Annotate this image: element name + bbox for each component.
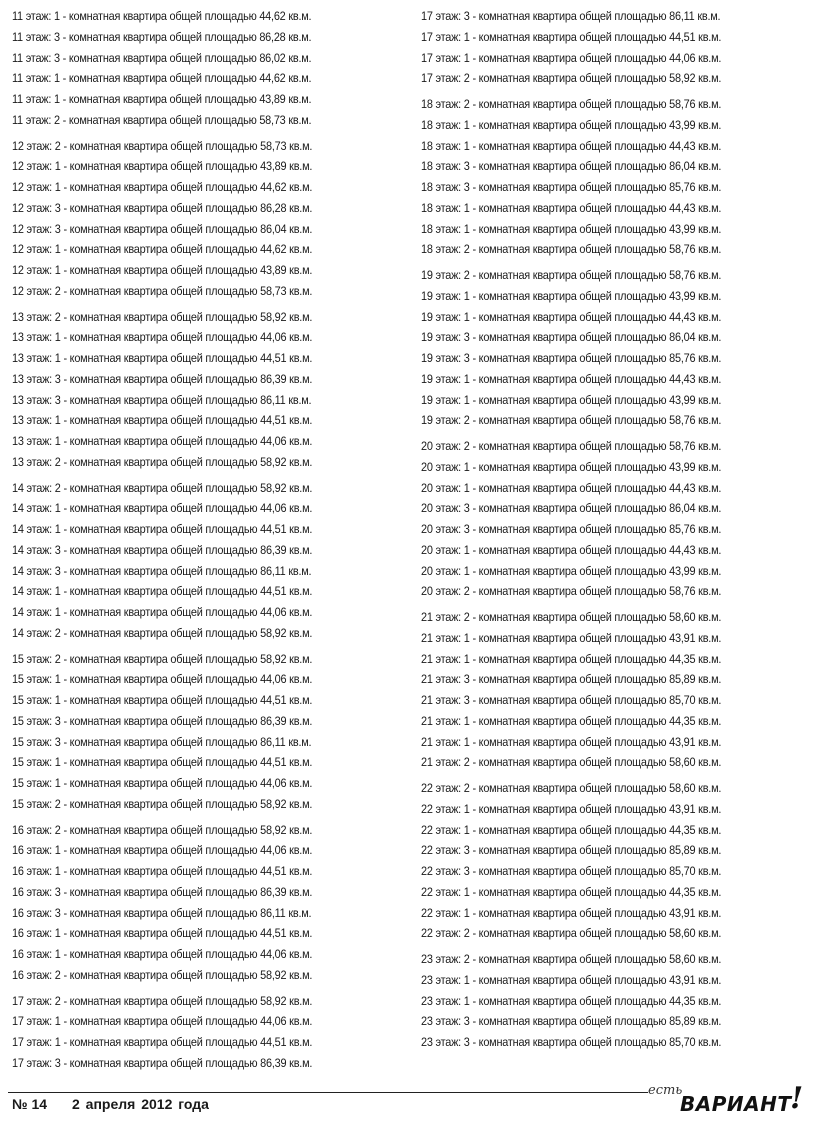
- floor-group: [421, 607, 813, 773]
- apartment-line: 19 этаж: 1 - комнатная квартира общей площадью 44,43 кв.м.: [421, 371, 722, 386]
- apartment-line: 15 этаж: 1 - комнатная квартира общей площадью 44,51 кв.м.: [12, 693, 313, 707]
- apartment-line: 16 этаж: 2 - комнатная квартира общей площадью 58,92 кв.м.: [12, 822, 313, 837]
- apartment-line: 15 этаж: 3 - комнатная квартира общей площадью 86,39 кв.м.: [12, 713, 313, 728]
- apartment-line: 17 этаж: 3 - комнатная квартира общей площадью 86,11 кв.м.: [421, 9, 721, 23]
- apartment-line: 17 этаж: 1 - комнатная квартира общей площадью 44,06 кв.м.: [421, 50, 722, 65]
- apartment-line: 15 этаж: 1 - комнатная квартира общей площадью 44,06 кв.м.: [12, 776, 313, 790]
- apartment-line: 15 этаж: 1 - комнатная квартира общей площадью 44,51 кв.м.: [12, 755, 313, 770]
- apartment-line: 18 этаж: 2 - комнатная квартира общей площадью 58,76 кв.м.: [421, 97, 722, 111]
- apartment-line: 16 этаж: 2 - комнатная квартира общей площадью 58,92 кв.м.: [12, 967, 313, 982]
- apartment-line: 18 этаж: 2 - комнатная квартира общей площадью 58,76 кв.м.: [421, 242, 722, 257]
- apartment-line: 17 этаж: 1 - комнатная квартира общей площадью 44,51 кв.м.: [12, 1035, 313, 1049]
- apartment-line: 23 этаж: 1 - комнатная квартира общей площадью 43,91 кв.м.: [421, 972, 722, 987]
- apartment-line: 23 этаж: 3 - комнатная квартира общей площадью 85,89 кв.м.: [421, 1014, 722, 1029]
- apartment-line: 14 этаж: 2 - комнатная квартира общей площадью 58,92 кв.м.: [12, 625, 313, 640]
- apartment-line: 12 этаж: 1 - комнатная квартира общей площадью 43,89 кв.м.: [12, 263, 313, 277]
- apartment-line: 14 этаж: 1 - комнатная квартира общей площадью 44,06 кв.м.: [12, 501, 313, 516]
- floor-group: [12, 991, 404, 1074]
- apartment-line: 13 этаж: 1 - комнатная квартира общей площадью 44,51 кв.м.: [12, 413, 313, 428]
- apartment-line: 20 этаж: 3 - комнатная квартира общей площадью 86,04 кв.м.: [421, 501, 722, 516]
- apartment-line: 21 этаж: 1 - комнатная квартира общей площадью 44,35 кв.м.: [421, 713, 722, 728]
- apartment-line: 22 этаж: 1 - комнатная квартира общей площадью 44,35 кв.м.: [421, 822, 722, 837]
- apartment-line: 21 этаж: 2 - комнатная квартира общей площадью 58,60 кв.м.: [421, 610, 722, 624]
- apartment-line: 12 этаж: 1 - комнатная квартира общей площадью 44,62 кв.м.: [12, 180, 313, 194]
- apartment-line: 15 этаж: 3 - комнатная квартира общей площадью 86,11 кв.м.: [12, 734, 312, 749]
- apartment-line: 14 этаж: 1 - комнатная квартира общей площадью 44,51 кв.м.: [12, 522, 313, 536]
- apartment-line: 18 этаж: 3 - комнатная квартира общей площадью 86,04 кв.м.: [421, 159, 722, 174]
- apartment-line: 21 этаж: 3 - комнатная квартира общей площадью 85,70 кв.м.: [421, 693, 722, 707]
- issue-number: № 14: [12, 1096, 48, 1112]
- apartment-line: 14 этаж: 2 - комнатная квартира общей площадью 58,92 кв.м.: [12, 480, 313, 495]
- apartment-line: 23 этаж: 3 - комнатная квартира общей площадью 85,70 кв.м.: [421, 1035, 722, 1049]
- apartment-line: 19 этаж: 2 - комнатная квартира общей площадью 58,76 кв.м.: [421, 268, 722, 282]
- apartment-line: 14 этаж: 3 - комнатная квартира общей площадью 86,11 кв.м.: [12, 563, 312, 578]
- apartment-line: 11 этаж: 3 - комнатная квартира общей площадью 86,02 кв.м.: [12, 50, 312, 65]
- apartment-line: 13 этаж: 1 - комнатная квартира общей площадью 44,51 кв.м.: [12, 351, 313, 365]
- apartment-line: 16 этаж: 1 - комнатная квартира общей площадью 44,06 кв.м.: [12, 947, 313, 961]
- apartment-line: 20 этаж: 2 - комнатная квартира общей площадью 58,76 кв.м.: [421, 584, 722, 599]
- apartment-line: 17 этаж: 3 - комнатная квартира общей площадью 86,39 кв.м.: [12, 1055, 313, 1070]
- apartment-line: 19 этаж: 1 - комнатная квартира общей площадью 44,43 кв.м.: [421, 309, 722, 324]
- apartment-line: 22 этаж: 1 - комнатная квартира общей площадью 43,91 кв.м.: [421, 905, 722, 920]
- apartment-line: 19 этаж: 2 - комнатная квартира общей площадью 58,76 кв.м.: [421, 413, 722, 428]
- apartment-line: 14 этаж: 1 - комнатная квартира общей площадью 44,06 кв.м.: [12, 605, 313, 619]
- apartment-line: 11 этаж: 1 - комнатная квартира общей площадью 43,89 кв.м.: [12, 92, 312, 106]
- issue-date: 2 апреля 2012 года: [72, 1096, 209, 1112]
- apartment-line: 19 этаж: 3 - комнатная квартира общей площадью 85,76 кв.м.: [421, 351, 722, 365]
- apartment-line: 18 этаж: 3 - комнатная квартира общей площадью 85,76 кв.м.: [421, 180, 722, 194]
- apartment-line: 20 этаж: 1 - комнатная квартира общей площадью 44,43 кв.м.: [421, 542, 722, 557]
- apartment-line: 16 этаж: 3 - комнатная квартира общей площадью 86,11 кв.м.: [12, 905, 312, 920]
- logo-main-text: ВАРИАНТ: [680, 1092, 792, 1116]
- apartment-line: 16 этаж: 1 - комнатная квартира общей площадью 44,51 кв.м.: [12, 926, 313, 941]
- floor-group: [421, 778, 813, 944]
- logo-small-text: есть: [648, 1083, 683, 1098]
- apartment-line: 18 этаж: 1 - комнатная квартира общей площадью 43,99 кв.м.: [421, 117, 722, 132]
- floor-group: [421, 6, 813, 89]
- apartment-line: 13 этаж: 1 - комнатная квартира общей площадью 44,06 кв.м.: [12, 330, 313, 345]
- apartment-line: 22 этаж: 1 - комнатная квартира общей площадью 43,91 кв.м.: [421, 801, 722, 816]
- apartment-line: 22 этаж: 1 - комнатная квартира общей площадью 44,35 кв.м.: [421, 884, 722, 899]
- apartment-line: 16 этаж: 1 - комнатная квартира общей площадью 44,06 кв.м.: [12, 843, 313, 858]
- apartment-line: 20 этаж: 2 - комнатная квартира общей площадью 58,76 кв.м.: [421, 439, 722, 453]
- apartment-line: 23 этаж: 2 - комнатная квартира общей площадью 58,60 кв.м.: [421, 952, 722, 966]
- apartment-line: 11 этаж: 2 - комнатная квартира общей площадью 58,73 кв.м.: [12, 112, 312, 127]
- apartment-line: 20 этаж: 1 - комнатная квартира общей площадью 43,99 кв.м.: [421, 459, 722, 474]
- apartment-line: 21 этаж: 2 - комнатная квартира общей площадью 58,60 кв.м.: [421, 755, 722, 770]
- apartment-line: 17 этаж: 2 - комнатная квартира общей площадью 58,92 кв.м.: [421, 71, 722, 86]
- floor-group: [421, 265, 813, 431]
- apartment-line: 12 этаж: 1 - комнатная квартира общей площадью 44,62 кв.м.: [12, 242, 313, 257]
- apartment-line: 20 этаж: 1 - комнатная квартира общей площадью 43,99 кв.м.: [421, 563, 722, 578]
- floor-group: [12, 478, 404, 644]
- apartment-line: 19 этаж: 1 - комнатная квартира общей площадью 43,99 кв.м.: [421, 392, 722, 407]
- apartment-line: 19 этаж: 1 - комнатная квартира общей площадью 43,99 кв.м.: [421, 288, 722, 303]
- apartment-line: 16 этаж: 1 - комнатная квартира общей площадью 44,51 кв.м.: [12, 864, 313, 878]
- floor-group: [12, 649, 404, 815]
- apartment-line: 21 этаж: 1 - комнатная квартира общей площадью 43,91 кв.м.: [421, 734, 722, 749]
- apartment-line: 15 этаж: 1 - комнатная квартира общей площадью 44,06 кв.м.: [12, 672, 313, 687]
- apartment-line: 11 этаж: 1 - комнатная квартира общей площадью 44,62 кв.м.: [12, 9, 312, 23]
- apartment-line: 13 этаж: 3 - комнатная квартира общей площадью 86,11 кв.м.: [12, 392, 312, 407]
- apartment-line: 23 этаж: 1 - комнатная квартира общей площадью 44,35 кв.м.: [421, 993, 722, 1008]
- apartment-line: 17 этаж: 2 - комнатная квартира общей площадью 58,92 кв.м.: [12, 993, 313, 1008]
- apartment-line: 20 этаж: 3 - комнатная квартира общей площадью 85,76 кв.м.: [421, 522, 722, 536]
- floor-group: [12, 6, 404, 131]
- apartment-line: 22 этаж: 3 - комнатная квартира общей площадью 85,70 кв.м.: [421, 864, 722, 878]
- apartment-line: 13 этаж: 1 - комнатная квартира общей площадью 44,06 кв.м.: [12, 434, 313, 448]
- apartment-line: 12 этаж: 1 - комнатная квартира общей площадью 43,89 кв.м.: [12, 159, 313, 174]
- apartment-line: 14 этаж: 1 - комнатная квартира общей площадью 44,51 кв.м.: [12, 584, 313, 599]
- apartment-line: 19 этаж: 3 - комнатная квартира общей площадью 86,04 кв.м.: [421, 330, 722, 345]
- apartment-line: 21 этаж: 1 - комнатная квартира общей площадью 44,35 кв.м.: [421, 651, 722, 666]
- right-column: [421, 6, 813, 1058]
- logo-exclamation: !: [790, 1081, 804, 1116]
- apartment-line: 18 этаж: 1 - комнатная квартира общей площадью 44,43 кв.м.: [421, 200, 722, 215]
- apartment-line: 16 этаж: 3 - комнатная квартира общей площадью 86,39 кв.м.: [12, 884, 313, 899]
- apartment-line: 17 этаж: 1 - комнатная квартира общей площадью 44,06 кв.м.: [12, 1014, 313, 1029]
- left-column: [12, 6, 404, 1079]
- apartment-line: 11 этаж: 3 - комнатная квартира общей площадью 86,28 кв.м.: [12, 29, 312, 44]
- apartment-line: 13 этаж: 3 - комнатная квартира общей площадью 86,39 кв.м.: [12, 371, 313, 386]
- publication-logo: [640, 1083, 815, 1119]
- apartment-line: 12 этаж: 2 - комнатная квартира общей площадью 58,73 кв.м.: [12, 138, 313, 153]
- apartment-line: 15 этаж: 2 - комнатная квартира общей площадью 58,92 кв.м.: [12, 796, 313, 811]
- apartment-line: 22 этаж: 2 - комнатная квартира общей площадью 58,60 кв.м.: [421, 781, 722, 795]
- apartment-line: 21 этаж: 1 - комнатная квартира общей площадью 43,91 кв.м.: [421, 630, 722, 645]
- apartment-line: 15 этаж: 2 - комнатная квартира общей площадью 58,92 кв.м.: [12, 651, 313, 666]
- apartment-line: 13 этаж: 2 - комнатная квартира общей площадью 58,92 кв.м.: [12, 309, 313, 324]
- apartment-line: 12 этаж: 2 - комнатная квартира общей площадью 58,73 кв.м.: [12, 283, 313, 298]
- apartment-line: 14 этаж: 3 - комнатная квартира общей площадью 86,39 кв.м.: [12, 542, 313, 557]
- apartment-line: 20 этаж: 1 - комнатная квартира общей площадью 44,43 кв.м.: [421, 480, 722, 495]
- apartment-line: 18 этаж: 1 - комнатная квартира общей площадью 44,43 кв.м.: [421, 138, 722, 153]
- apartment-line: 22 этаж: 3 - комнатная квартира общей площадью 85,89 кв.м.: [421, 843, 722, 858]
- floor-group: [12, 136, 404, 302]
- apartment-line: 12 этаж: 3 - комнатная квартира общей площадью 86,04 кв.м.: [12, 221, 313, 236]
- apartment-line: 17 этаж: 1 - комнатная квартира общей площадью 44,51 кв.м.: [421, 29, 722, 44]
- footer-rule: [8, 1092, 648, 1093]
- apartment-line: 21 этаж: 3 - комнатная квартира общей площадью 85,89 кв.м.: [421, 672, 722, 687]
- floor-group: [12, 820, 404, 986]
- floor-group: [421, 949, 813, 1053]
- apartment-line: 11 этаж: 1 - комнатная квартира общей площадью 44,62 кв.м.: [12, 71, 312, 86]
- apartment-line: 13 этаж: 2 - комнатная квартира общей площадью 58,92 кв.м.: [12, 454, 313, 469]
- floor-group: [421, 94, 813, 260]
- apartment-line: 12 этаж: 3 - комнатная квартира общей площадью 86,28 кв.м.: [12, 200, 313, 215]
- floor-group: [421, 436, 813, 602]
- apartment-line: 18 этаж: 1 - комнатная квартира общей площадью 43,99 кв.м.: [421, 221, 722, 236]
- floor-group: [12, 307, 404, 473]
- apartment-line: 22 этаж: 2 - комнатная квартира общей площадью 58,60 кв.м.: [421, 926, 722, 941]
